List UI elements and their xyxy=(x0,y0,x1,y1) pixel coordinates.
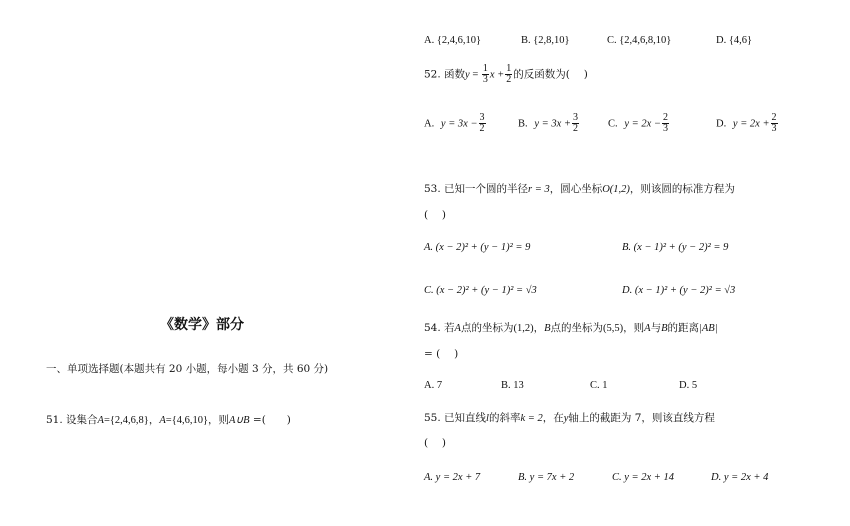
q54-answer-blank: = ( ) xyxy=(424,348,459,360)
question-52 xyxy=(424,64,588,85)
q51-sep: ， xyxy=(148,414,160,426)
q52-c-expr: y = 2x − xyxy=(624,118,661,130)
q52-option-d xyxy=(716,113,779,134)
q54-option-a: A. 7 xyxy=(424,380,443,391)
q52-b-expr: y = 3x + xyxy=(534,118,571,130)
q54-option-c: C. 1 xyxy=(590,380,608,391)
q52-d-expr: y = 2x + xyxy=(732,118,770,130)
q50-option-a: A. {2,4,6,10} xyxy=(424,35,482,46)
q52-a-num: 3 xyxy=(479,112,485,123)
question-51 xyxy=(46,414,291,428)
q54-text-a: 54. 若 xyxy=(424,322,455,334)
q51-set-b-values: ={4,6,10} xyxy=(165,415,209,426)
q54-point-b2: B xyxy=(661,323,668,334)
q54-text-b: 点的坐标为 xyxy=(460,322,514,334)
q51-prefix: 设集合 xyxy=(66,414,98,426)
q55-option-c: C. y = 2x + 14 xyxy=(612,472,674,483)
q52-option-b xyxy=(518,113,580,134)
q53-text-c: ，则该圆的标准方程为 xyxy=(629,183,735,195)
question-54 xyxy=(424,322,718,336)
q52-suffix: 的反函数为( ) xyxy=(513,68,588,81)
q54-option-d: D. 5 xyxy=(679,380,698,391)
q52-option-a xyxy=(424,113,487,134)
q52-d-num: 2 xyxy=(771,112,777,123)
q54-text-c: 点的坐标为 xyxy=(550,322,604,334)
q52-a-den: 2 xyxy=(479,123,485,134)
q54-coord-a: (1,2) xyxy=(513,323,534,334)
q55-option-a: A. y = 2x + 7 xyxy=(424,472,481,483)
q52-f1-num: 1 xyxy=(482,63,488,74)
q51-set-a: A xyxy=(97,415,104,426)
q55-option-d: D. y = 2x + 4 xyxy=(711,472,769,483)
q54-text-e: 与 xyxy=(650,322,662,334)
q55-text-a: 55. 已知直线 xyxy=(424,412,487,424)
q51-answer-blank: =( ) xyxy=(252,414,291,426)
question-53 xyxy=(424,183,735,197)
q52-xpart: x + xyxy=(489,69,505,81)
q52-option-c xyxy=(608,113,670,134)
q55-axis: y xyxy=(563,413,569,424)
q52-f2-num: 1 xyxy=(506,63,512,74)
q55-text-c: ，在 xyxy=(542,412,564,424)
q52-number: 52. xyxy=(424,68,441,81)
q52-eq: = xyxy=(469,69,481,81)
q52-c-label: C. xyxy=(608,118,618,130)
q55-slope: k = 2 xyxy=(520,413,543,424)
q52-c-num: 2 xyxy=(662,112,668,123)
q54-point-b: B xyxy=(544,323,551,334)
q53-option-a: A. (x − 2)² + (y − 1)² = 9 xyxy=(424,242,531,253)
q52-fraction-2 xyxy=(505,64,512,85)
q53-center: O(1,2) xyxy=(602,184,630,195)
q54-point-a: A xyxy=(454,323,461,334)
q53-answer-blank: ( ) xyxy=(424,209,447,221)
q52-b-num: 3 xyxy=(572,112,578,123)
q52-fraction-1 xyxy=(482,64,489,85)
q52-a-label: A. xyxy=(424,118,435,130)
q53-radius: r = 3 xyxy=(528,184,550,195)
q51-mid: ，则 xyxy=(208,414,230,426)
q53-text-b: ，圆心坐标 xyxy=(549,183,603,195)
q51-expression: A∪B xyxy=(229,415,250,426)
q55-answer-blank: ( ) xyxy=(424,437,447,449)
q54-sep: ， xyxy=(533,322,545,334)
q54-coord-b: (5,5) xyxy=(603,323,624,334)
section-title: 《数学》部分 xyxy=(160,317,244,333)
q52-c-den: 3 xyxy=(662,123,668,134)
q52-b-den: 2 xyxy=(572,123,578,134)
q52-prefix: 函数 xyxy=(444,68,466,81)
q52-d-den: 3 xyxy=(771,123,777,134)
q55-text-b: 的斜率 xyxy=(488,412,521,424)
q54-point-a2: A xyxy=(644,323,651,334)
q54-option-b: B. 13 xyxy=(501,380,524,391)
q50-option-c: C. {2,4,6,8,10} xyxy=(607,35,672,46)
q54-text-d: ，则 xyxy=(623,322,645,334)
q50-option-b: B. {2,8,10} xyxy=(521,35,570,46)
q52-a-expr: y = 3x − xyxy=(440,118,478,130)
q52-f1-den: 3 xyxy=(482,74,488,85)
q54-abs: |AB| xyxy=(698,323,718,334)
question-55 xyxy=(424,412,715,426)
q53-text-a: 53. 已知一个圆的半径 xyxy=(424,183,529,195)
q52-b-label: B. xyxy=(518,118,528,130)
q52-f2-den: 2 xyxy=(506,74,512,85)
q51-set-a-values: ={2,4,6,8} xyxy=(103,415,149,426)
q54-text-f: 的距离 xyxy=(667,322,699,334)
q55-line-var: l xyxy=(486,413,489,424)
section-instructions: 一、单项选择题(本题共有 20 小题，每小题 3 分，共 60 分) xyxy=(46,363,329,375)
q52-d-label: D. xyxy=(716,118,727,130)
q51-number: 51. xyxy=(46,414,63,426)
q53-option-d: D. (x − 1)² + (y − 2)² = √3 xyxy=(622,285,736,296)
q53-option-b: B. (x − 1)² + (y − 2)² = 9 xyxy=(622,242,729,253)
q50-option-d: D. {4,6} xyxy=(716,35,753,46)
q52-var: y xyxy=(465,69,470,81)
q51-set-b: A xyxy=(159,415,166,426)
q55-option-b: B. y = 7x + 2 xyxy=(518,472,575,483)
q55-text-d: 轴上的截距为 7，则该直线方程 xyxy=(568,412,715,424)
q53-option-c: C. (x − 2)² + (y − 1)² = √3 xyxy=(424,285,537,296)
